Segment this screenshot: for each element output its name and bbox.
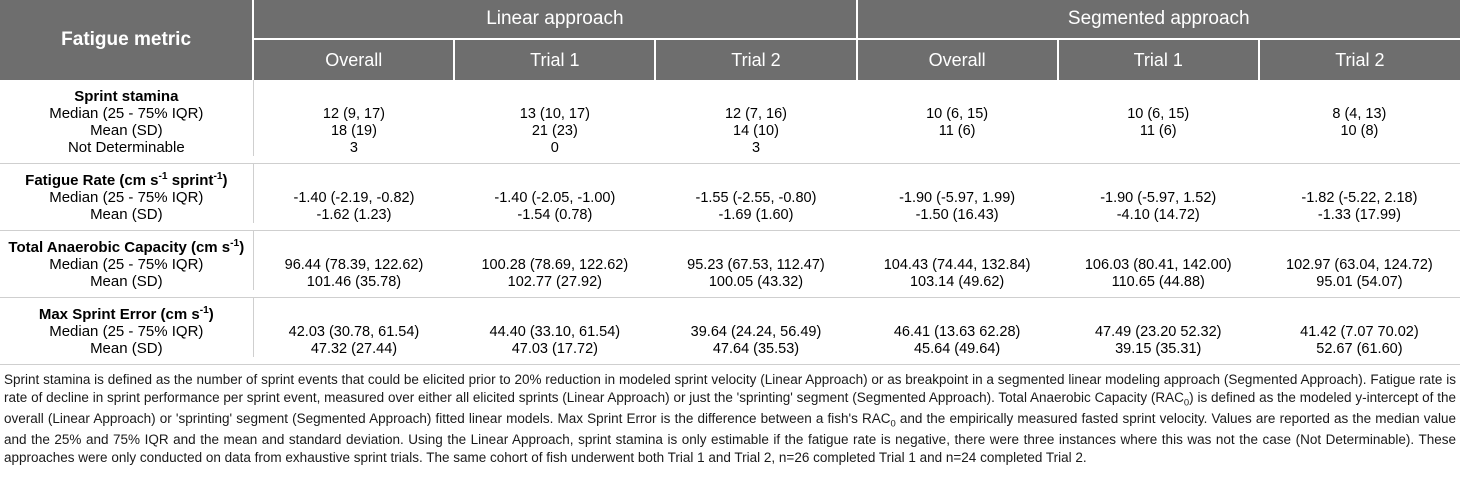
cell: 44.40 (33.10, 61.54) — [489, 323, 621, 340]
cell — [454, 164, 655, 190]
row-label: Mean (SD) — [0, 273, 253, 290]
cell: 0 — [550, 139, 559, 156]
cell: -1.50 (16.43) — [915, 206, 999, 223]
table-row — [0, 189, 1460, 206]
table-row — [0, 340, 1460, 357]
header-linear-overall: Overall — [253, 39, 454, 80]
header-segmented-trial2: Trial 2 — [1259, 39, 1460, 80]
row-label: Median (25 - 75% IQR) — [0, 189, 253, 206]
row-label: Mean (SD) — [0, 340, 253, 357]
table-row — [0, 273, 1460, 290]
cell: 45.64 (49.64) — [913, 340, 1001, 357]
cell — [1058, 298, 1259, 324]
cell: 11 (6) — [1139, 122, 1177, 139]
cell: 21 (23) — [531, 122, 578, 139]
header-linear-trial2: Trial 2 — [655, 39, 856, 80]
header-linear-trial1: Trial 1 — [454, 39, 655, 80]
cell — [454, 298, 655, 324]
row-spacer — [0, 156, 1460, 164]
cell: -1.90 (-5.97, 1.99) — [899, 189, 1016, 206]
header-segmented-overall: Overall — [857, 39, 1058, 80]
cell: -1.40 (-2.19, -0.82) — [293, 189, 415, 206]
cell: 47.49 (23.20 52.32) — [1094, 323, 1222, 340]
cell: 8 (4, 13) — [1332, 105, 1387, 122]
cell: 10 (6, 15) — [1127, 105, 1190, 122]
cell — [253, 80, 454, 105]
cell: 100.28 (78.69, 122.62) — [481, 256, 629, 273]
cell — [857, 80, 1058, 105]
cell: 100.05 (43.32) — [708, 273, 804, 290]
cell: 39.64 (24.24, 56.49) — [690, 323, 822, 340]
cell — [857, 139, 1058, 156]
cell: 10 (8) — [1340, 122, 1379, 139]
cell: -1.69 (1.60) — [718, 206, 794, 223]
cell: 3 — [751, 139, 761, 156]
cell — [454, 231, 655, 257]
row-spacer — [0, 223, 1460, 231]
row-label: Median (25 - 75% IQR) — [0, 105, 253, 122]
section-title: Sprint stamina — [0, 80, 253, 105]
table-row — [0, 164, 1460, 190]
cell: 46.41 (13.63 62.28) — [893, 323, 1021, 340]
cell — [1259, 298, 1460, 324]
cell: -1.33 (17.99) — [1317, 206, 1401, 223]
cell: 18 (19) — [330, 122, 377, 139]
table-row — [0, 298, 1460, 324]
cell — [857, 298, 1058, 324]
cell: 52.67 (61.60) — [1316, 340, 1403, 357]
table-row — [0, 80, 1460, 105]
cell — [1259, 139, 1460, 156]
cell — [655, 298, 856, 324]
cell: 10 (6, 15) — [926, 105, 989, 122]
row-label: Mean (SD) — [0, 122, 253, 139]
cell — [655, 231, 856, 257]
table-row — [0, 139, 1460, 156]
row-spacer — [0, 357, 1460, 364]
cell: 12 (7, 16) — [724, 105, 788, 122]
row-label: Median (25 - 75% IQR) — [0, 323, 253, 340]
section-title: Total Anaerobic Capacity (cm $s^{-1}$) — [0, 231, 253, 257]
header-group-linear: Linear approach — [253, 0, 856, 39]
table-row — [0, 122, 1460, 139]
cell — [1058, 164, 1259, 190]
cell: 3 — [349, 139, 358, 156]
row-label: Median (25 - 75% IQR) — [0, 256, 253, 273]
cell: -1.54 (0.78) — [517, 206, 593, 223]
cell: 47.32 (27.44) — [310, 340, 398, 357]
cell: 14 (10) — [733, 122, 779, 139]
cell: 11 (6) — [938, 122, 976, 139]
table-row — [0, 206, 1460, 223]
row-label: Not Determinable — [0, 139, 253, 156]
cell — [1058, 231, 1259, 257]
cell: -4.10 (14.72) — [1116, 206, 1200, 223]
section-title: Fatigue Rate (cm $s^{-1}$ sprint$^{-1}$) — [0, 164, 253, 190]
header-fatigue-metric: Fatigue metric — [0, 0, 253, 80]
cell — [857, 164, 1058, 190]
cell: 42.03 (30.78, 61.54) — [288, 323, 420, 340]
table-row — [0, 105, 1460, 122]
cell — [655, 80, 856, 105]
header-segmented-trial1: Trial 1 — [1058, 39, 1259, 80]
cell: 110.65 (44.88) — [1111, 273, 1205, 290]
cell: 96.44 (78.39, 122.62) — [284, 256, 424, 273]
cell: 101.46 (35.78) — [306, 273, 402, 290]
cell — [253, 164, 454, 190]
cell: 95.23 (67.53, 112.47) — [687, 256, 825, 273]
header-group-segmented: Segmented approach — [857, 0, 1460, 39]
table-footnote: Sprint stamina is defined as the number of sprint events that could be elicited prior to 20% reduction in modeled sprint velocity (Linear Approach) or as breakpoint in a segmented linear modeling approach (Segmented Approach). Fatigue rate is rate of decline in sprint performance per sprint event, measured over either all elicited sprints (Linear Approach) or just the 'sprinting' segment (Segmented Approach). Total Anaerobic Capacity $(RAC_0)$ is defined as the modeled y-intercept of the overall (Linear Approach) or 'sprinting' segment (Segmented Approach) fitted linear models. Max Sprint Error is the difference between a fish's $RAC_0$ and the empirically measured fasted sprint velocity. Values are reported as the median value and the 25% and 75% IQR and the mean and standard deviation. Using the Linear Approach, sprint stamina is only estimable if the fatigue rate is negative, there were three instances where this was not the case (Not Determinable). These approaches were only conducted on data from exhaustive sprint trials. The same cohort of fish underwent both Trial 1 and Trial 2, n=26 completed Trial 1 and n=24 completed Trial 2. — [0, 364, 1460, 471]
cell — [1259, 231, 1460, 257]
cell: 47.03 (17.72) — [511, 340, 598, 357]
cell: 95.01 (54.07) — [1316, 273, 1403, 290]
section-title: Max Sprint Error (cm $s^{-1}$) — [0, 298, 253, 324]
cell: -1.82 (-5.22, 2.18) — [1301, 189, 1418, 206]
cell: -1.55 (-2.55, -0.80) — [695, 189, 817, 206]
cell — [655, 164, 856, 190]
cell — [1259, 164, 1460, 190]
cell: 47.64 (35.53) — [712, 340, 800, 357]
cell: 104.43 (74.44, 132.84) — [883, 256, 1031, 273]
table-row — [0, 323, 1460, 340]
row-label: Mean (SD) — [0, 206, 253, 223]
cell — [454, 80, 655, 105]
table-header — [0, 0, 1460, 80]
cell: 12 (9, 17) — [322, 105, 385, 122]
cell: -1.62 (1.23) — [316, 206, 392, 223]
table-row — [0, 231, 1460, 257]
cell: 13 (10, 17) — [519, 105, 590, 122]
cell — [1058, 139, 1259, 156]
cell: 106.03 (80.41, 142.00) — [1084, 256, 1232, 273]
cell: -1.90 (-5.97, 1.52) — [1100, 189, 1217, 206]
cell: 103.14 (49.62) — [909, 273, 1005, 290]
cell — [253, 231, 454, 257]
table-row — [0, 256, 1460, 273]
cell: -1.40 (-2.05, -1.00) — [494, 189, 616, 206]
cell: 39.15 (35.31) — [1115, 340, 1202, 357]
cell — [1058, 80, 1259, 105]
cell: 102.77 (27.92) — [507, 273, 602, 290]
cell: 102.97 (63.04, 124.72) — [1286, 256, 1433, 273]
table-body — [0, 80, 1460, 364]
cell — [857, 231, 1058, 257]
header-row-groups — [0, 0, 1460, 39]
cell: 41.42 (7.07 70.02) — [1300, 323, 1419, 340]
cell — [1259, 80, 1460, 105]
row-spacer — [0, 290, 1460, 298]
cell — [253, 298, 454, 324]
